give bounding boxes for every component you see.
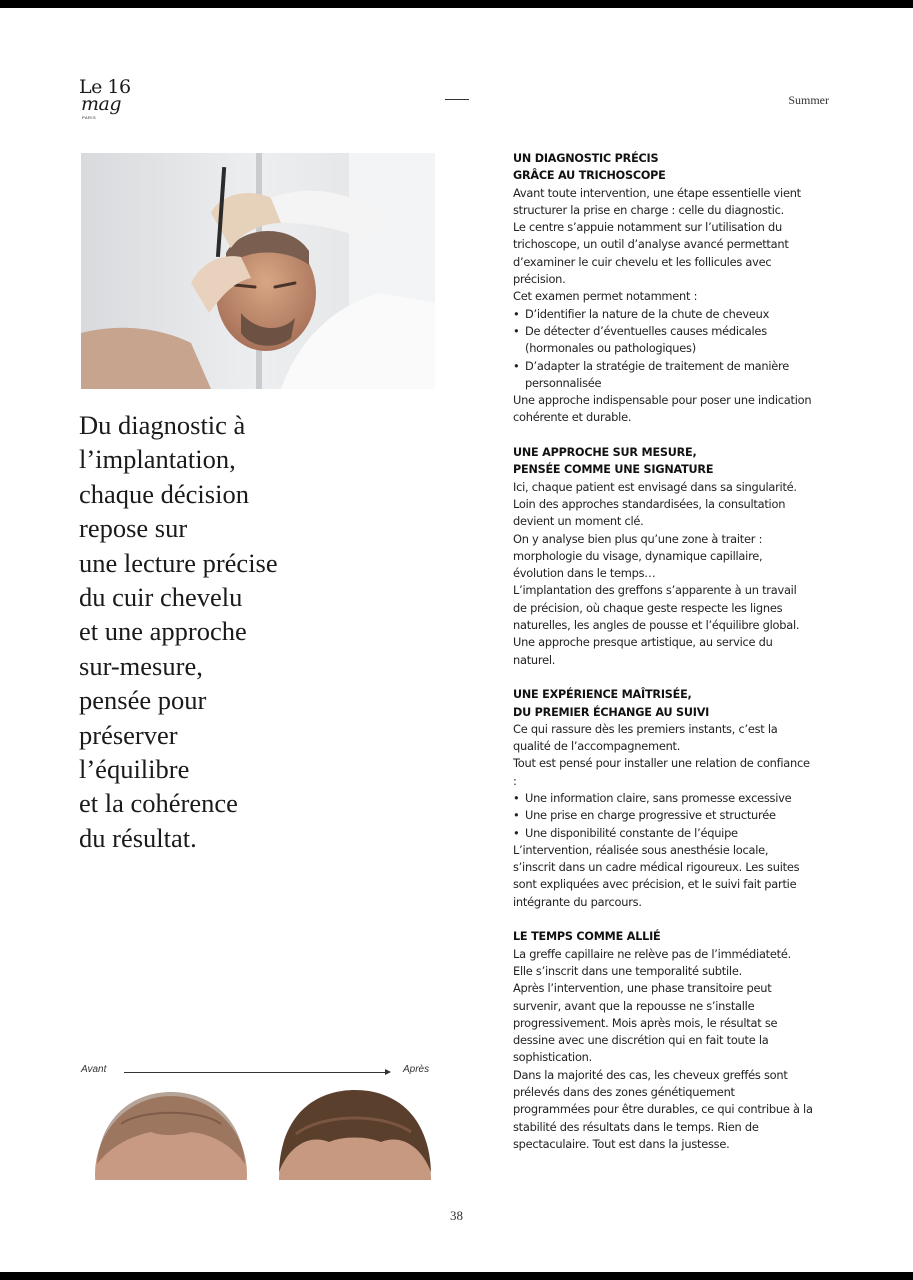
section-title-line: UNE APPROCHE SUR MESURE, bbox=[513, 446, 697, 460]
logo-subtitle: mag bbox=[81, 93, 122, 115]
bullet-item: • D’identifier la nature de la chute de cheveux bbox=[513, 306, 813, 323]
quote-line: sur-mesure, bbox=[79, 650, 203, 681]
article-body bbox=[513, 150, 813, 1171]
section-title bbox=[513, 686, 813, 721]
paragraph: Tout est pensé pour installer une relation de confiance : bbox=[513, 756, 810, 788]
paragraph: Cet examen permet notamment : bbox=[513, 289, 698, 304]
paragraph: Ce qui rassure dès les premiers instants, c’est la qualité de l’accompagnement. bbox=[513, 721, 778, 754]
paragraph: Ici, chaque patient est envisagé dans sa singularité. Loin des approches standardisées, la consultation devient un moment clé. bbox=[513, 479, 797, 529]
section-title-line: PENSÉE COMME UNE SIGNATURE bbox=[513, 463, 714, 477]
section-title-line: UN DIAGNOSTIC PRÉCIS bbox=[513, 152, 659, 165]
bullet-item: • Une prise en charge progressive et structurée bbox=[513, 807, 813, 824]
bullet-item: • De détecter d’éventuelles causes médicales (hormonales ou pathologiques) bbox=[513, 323, 813, 358]
paragraph: Avant toute intervention, une étape essentielle vient structurer la prise en charge : celle du diagnostic. bbox=[513, 185, 801, 217]
section-title bbox=[513, 444, 813, 479]
quote-line: et la cohérence bbox=[79, 788, 238, 819]
quote-line: du résultat. bbox=[79, 822, 197, 853]
section-title bbox=[513, 150, 813, 185]
bullet-list bbox=[513, 790, 813, 842]
section-title-line: UNE EXPÉRIENCE MAÎTRISÉE, bbox=[513, 688, 692, 702]
after-label: Après bbox=[403, 1064, 430, 1075]
quote-line: l’implantation, bbox=[79, 444, 236, 475]
section-sur-mesure bbox=[513, 444, 813, 669]
paragraph: On y analyse bien plus qu’une zone à traiter : morphologie du visage, dynamique capillaire, évolution dans le temps… bbox=[513, 531, 763, 581]
paragraph: L’intervention, réalisée sous anesthésie locale, s’inscrit dans un cadre médical rigoureux. Les suites sont expliquées avec précision, et le suivi fait partie intégrante du parcours. bbox=[513, 842, 800, 909]
magazine-page bbox=[0, 8, 913, 1272]
bullet-item: • Une information claire, sans promesse excessive bbox=[513, 790, 813, 807]
paragraph: Après l’intervention, une phase transitoire peut survenir, avant que la repousse ne s’installe progressivement. Mois après mois, le résultat se dessine avec une discrétion qui en fait toute la sophistication. bbox=[513, 981, 778, 1065]
pull-quote bbox=[79, 408, 379, 855]
section-title-line: GRÂCE AU TRICHOSCOPE bbox=[513, 169, 666, 183]
bullet-item: • Une disponibilité constante de l’équipe bbox=[513, 825, 813, 842]
paragraph: La greffe capillaire ne relève pas de l’immédiateté. Elle s’inscrit dans une temporalité subtile. bbox=[513, 946, 791, 978]
quote-line: repose sur bbox=[79, 513, 188, 544]
before-label: Avant bbox=[81, 1064, 107, 1075]
header-divider bbox=[445, 99, 469, 100]
bullet-item: • D’adapter la stratégie de traitement de manière personnalisée bbox=[513, 358, 813, 393]
section-diagnostic bbox=[513, 150, 813, 427]
quote-line: et une approche bbox=[79, 616, 247, 647]
section-temps bbox=[513, 928, 813, 1153]
section-title bbox=[513, 928, 813, 945]
arrow-icon bbox=[124, 1072, 386, 1073]
page-number: 38 bbox=[450, 1208, 463, 1223]
section-title-line: LE TEMPS COMME ALLIÉ bbox=[513, 930, 661, 944]
quote-line: pensée pour bbox=[79, 685, 207, 716]
quote-line: du cuir chevelu bbox=[79, 582, 243, 613]
paragraph: L’implantation des greffons s’apparente à un travail de précision, où chaque geste respecte les lignes naturelles, les angles de pousse et l’équilibre global. Une approche presque artistique, au service du naturel. bbox=[513, 583, 800, 667]
quote-line: Du diagnostic à bbox=[79, 410, 246, 440]
logo-title: Le 16 bbox=[79, 76, 131, 98]
issue-label: Summer bbox=[788, 93, 829, 107]
quote-line: chaque décision bbox=[79, 478, 249, 509]
paragraph: Dans la majorité des cas, les cheveux greffés sont prélevés dans des zones génétiquement programmées pour être durables, ce qui contribue à la stabilité des résultats dans le temps. Rien de spectaculaire. Tout est dans la justesse. bbox=[513, 1067, 813, 1151]
magazine-logo bbox=[79, 78, 131, 120]
quote-line: l’équilibre bbox=[79, 754, 190, 785]
section-title-line: DU PREMIER ÉCHANGE AU SUIVI bbox=[513, 705, 710, 719]
paragraph: Une approche indispensable pour poser une indication cohérente et durable. bbox=[513, 393, 812, 425]
before-after-illustration bbox=[81, 1084, 435, 1180]
logo-city: PARIS bbox=[82, 115, 97, 120]
paragraph: Le centre s’appuie notamment sur l’utilisation du trichoscope, un outil d’analyse avancé permettant d’examiner le cuir chevelu et les follicules avec précision. bbox=[513, 220, 789, 287]
photo-illustration bbox=[81, 153, 435, 389]
quote-line: une lecture précise bbox=[79, 547, 278, 578]
bullet-list bbox=[513, 306, 813, 392]
consultation-photo bbox=[81, 153, 435, 389]
quote-line: préserver bbox=[79, 719, 178, 750]
section-experience bbox=[513, 686, 813, 911]
before-after-photo bbox=[81, 1084, 435, 1180]
